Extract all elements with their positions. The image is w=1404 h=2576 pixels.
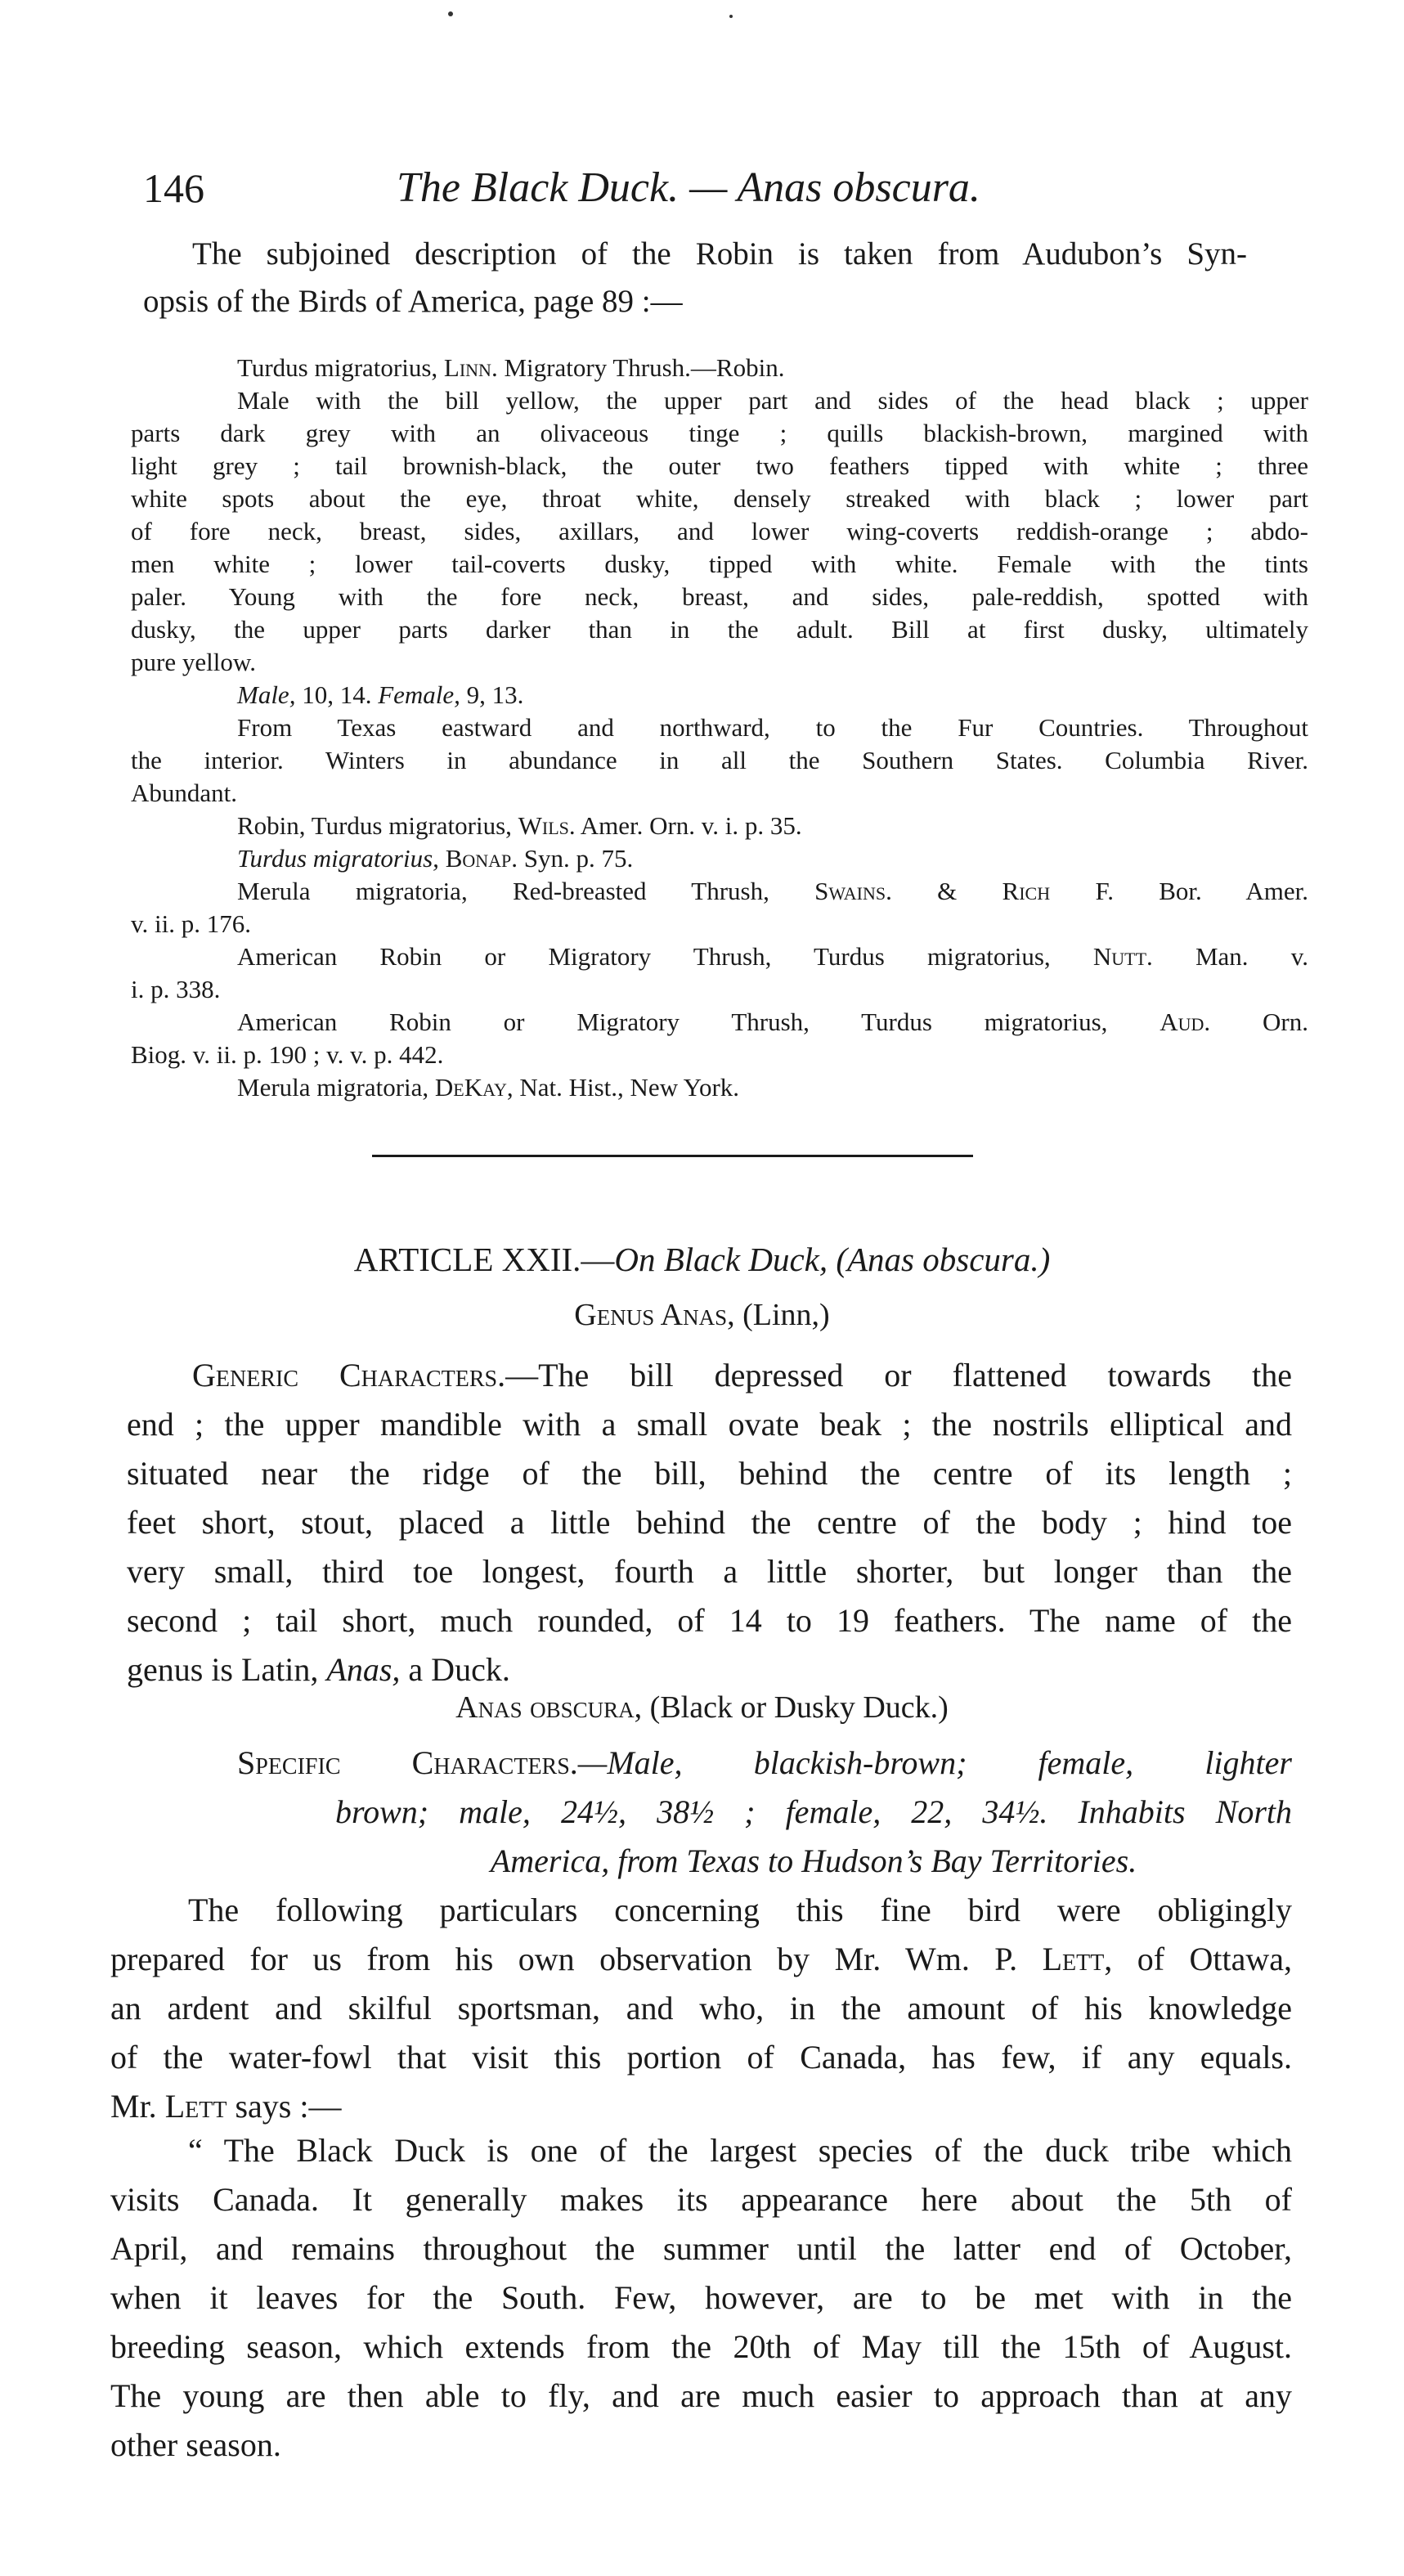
reference-author: Aud. xyxy=(1160,1008,1211,1036)
generic-characters-paragraph xyxy=(127,1351,1292,1694)
reference-line xyxy=(131,842,1308,875)
reference-author: Wils. xyxy=(518,811,576,840)
quote-line: “ The Black Duck is one of the largest species of the duck tribe which xyxy=(188,2132,1292,2169)
generic-line: second ; tail short, much rounded, of 14 to 19 feathers. The name of the xyxy=(127,1602,1292,1639)
scan-specks xyxy=(0,10,1404,26)
description-line: dusky, the upper parts darker than in the adult. Bill at first dusky, ultimately xyxy=(131,615,1308,644)
species-name: Anas obscura, xyxy=(455,1690,643,1725)
range-line: the interior. Winters in abundance in all the Southern States. Columbia River. xyxy=(131,746,1308,774)
genus-heading xyxy=(0,1292,1404,1338)
lett-text: of Ottawa, xyxy=(1137,1941,1293,1977)
description-line: white spots about the eye, throat white, densely streaked with black ; lower part xyxy=(131,484,1308,513)
lett-line: an ardent and skilful sportsman, and who, in the amount of his knowledge xyxy=(110,1990,1292,2026)
lett-text: Mr. xyxy=(110,2088,157,2125)
reference-line: i. p. 338. xyxy=(131,975,221,1003)
article-heading xyxy=(0,1236,1404,1282)
description-line: light grey ; tail brownish-black, the outer two feathers tipped with white ; three xyxy=(131,451,1308,480)
species-common-name: (Black or Dusky Duck.) xyxy=(649,1690,949,1725)
female-value: 9, 13. xyxy=(466,680,524,709)
lett-line xyxy=(110,1935,1292,1984)
reference-line: Biog. v. ii. p. 190 ; v. v. p. 442. xyxy=(131,1040,444,1069)
description-line: men white ; lower tail-coverts dusky, tipped with white. Female with the tints xyxy=(131,550,1308,578)
female-label: Female, xyxy=(378,680,460,709)
reference-line xyxy=(131,810,1308,842)
specific-characters-paragraph xyxy=(237,1739,1292,1886)
range-line: Abundant. xyxy=(131,779,238,807)
generic-characters-label: Generic Characters. xyxy=(192,1357,506,1393)
reference-line xyxy=(131,875,1308,908)
running-title: The Black Duck. — Anas obscura. xyxy=(397,164,980,211)
person-name: Lett, xyxy=(1042,1941,1113,1977)
reference-text: American Robin or Migratory Thrush, Turdus migratorius, xyxy=(237,1008,1108,1036)
specific-characters-label: Specific Characters. xyxy=(237,1744,578,1781)
generic-line: feet short, stout, placed a little behind the centre of the body ; hind toe xyxy=(127,1504,1292,1541)
specific-line: brown; male, 24½, 38½ ; female, 22, 34½. Inhabits North xyxy=(335,1793,1292,1830)
article-latin-name: (Anas obscura.) xyxy=(836,1241,1051,1278)
generic-line: very small, third toe longest, fourth a little shorter, but longer than the xyxy=(127,1553,1292,1590)
reference-text: Orn. xyxy=(1263,1008,1308,1036)
generic-text: a Duck. xyxy=(408,1651,510,1688)
reference-author: Bonap. xyxy=(445,844,518,873)
reference-text: Merula migratoria, Red-breasted Thrush, xyxy=(237,877,769,905)
range-line: From Texas eastward and northward, to the Fur Countries. Throughout xyxy=(237,713,1308,742)
species-name: Turdus migratorius, xyxy=(237,353,438,382)
reference-line xyxy=(131,1006,1308,1039)
scan-speck xyxy=(729,15,733,18)
reference-text: American Robin or Migratory Thrush, Turdus migratorius, xyxy=(237,942,1051,971)
genus-authority: (Linn,) xyxy=(742,1298,830,1332)
lett-text: says :— xyxy=(235,2088,342,2125)
description-line: pure yellow. xyxy=(131,648,256,676)
specific-line xyxy=(237,1739,1292,1788)
lett-line xyxy=(110,2082,1292,2131)
reference-line xyxy=(131,940,1308,973)
description-line: parts dark grey with an olivaceous tinge ; quills blackish-brown, margined with xyxy=(131,419,1308,447)
intro-line: The subjoined description of the Robin is taken from Audubon’s Syn- xyxy=(192,236,1247,272)
lett-paragraph xyxy=(110,1886,1292,2131)
specific-line: America, from Texas to Hudson’s Bay Territories. xyxy=(490,1842,1137,1879)
reference-text: Syn. p. 75. xyxy=(523,844,634,873)
generic-text: genus is Latin, xyxy=(127,1651,319,1688)
quote-line: when it leaves for the South. Few, however, are to be met with in the xyxy=(110,2279,1292,2316)
reference-text: Merula migratoria, xyxy=(237,1073,429,1102)
male-label: Male, xyxy=(237,680,296,709)
quote-paragraph xyxy=(110,2126,1292,2470)
section-divider-rule xyxy=(372,1155,973,1157)
person-name: Lett xyxy=(164,2088,227,2125)
reference-text: Turdus migratorius, xyxy=(237,844,439,873)
intro-line: opsis of the Birds of America, page 89 :— xyxy=(143,284,683,319)
generic-line: situated near the ridge of the bill, behind the centre of its length ; xyxy=(127,1455,1292,1492)
reference-text: Amer. Orn. v. i. p. 35. xyxy=(580,811,802,840)
generic-line: end ; the upper mandible with a small ovate beak ; the nostrils elliptical and xyxy=(127,1406,1292,1443)
intro-paragraph xyxy=(143,231,1247,325)
quote-line: visits Canada. It generally makes its appearance here about the 5th of xyxy=(110,2181,1292,2218)
reference-text: Man. v. xyxy=(1195,942,1309,971)
reference-line: v. ii. p. 176. xyxy=(131,909,251,938)
description-line: of fore neck, breast, sides, axillars, and lower wing-coverts reddish-orange ; abdo- xyxy=(131,517,1308,545)
description-line: Male with the bill yellow, the upper part and sides of the head black ; upper xyxy=(237,386,1308,415)
lett-line: The following particulars concerning this fine bird were obligingly xyxy=(188,1892,1292,1928)
quote-line: other season. xyxy=(110,2426,281,2463)
article-number: ARTICLE XXII.— xyxy=(353,1241,615,1278)
scan-speck xyxy=(448,11,453,16)
synopsis-block xyxy=(131,352,1308,1104)
quote-line: April, and remains throughout the summer until the latter end of October, xyxy=(110,2230,1292,2267)
lett-text: prepared for us from his own observation by Mr. Wm. P. xyxy=(110,1941,1018,1977)
genus-latin: Anas, xyxy=(326,1651,401,1688)
article-title: On Black Duck, xyxy=(614,1241,828,1278)
quote-line: The young are then able to fly, and are much easier to approach than at any xyxy=(110,2377,1292,2414)
author-abbrev: Linn. xyxy=(443,353,498,382)
species-heading xyxy=(0,1685,1404,1730)
lett-line: of the water-fowl that visit this portion of Canada, has few, if any equals. xyxy=(110,2039,1292,2076)
reference-author: Nutt. xyxy=(1092,942,1153,971)
synopsis-name-line xyxy=(131,352,1308,384)
running-head xyxy=(143,164,1083,221)
generic-text: —The bill depressed or flattened towards the xyxy=(505,1357,1292,1393)
reference-author: DeKay, xyxy=(434,1073,514,1102)
measurements-line xyxy=(131,679,1308,711)
quote-line: breeding season, which extends from the 20th of May till the 15th of August. xyxy=(110,2328,1292,2365)
male-value: 10, 14. xyxy=(302,680,372,709)
specific-text: —Male, blackish-brown; female, lighter xyxy=(577,1744,1292,1781)
description-line: paler. Young with the fore neck, breast, and sides, pale-reddish, spotted with xyxy=(131,582,1308,611)
reference-text: Robin, Turdus migratorius, xyxy=(237,811,512,840)
reference-line xyxy=(131,1071,1308,1104)
reference-text: Nat. Hist., New York. xyxy=(519,1073,740,1102)
genus-name: Genus Anas, xyxy=(574,1298,735,1332)
common-name: Migratory Thrush.—Robin. xyxy=(504,353,785,382)
generic-line xyxy=(127,1351,1292,1400)
reference-text: F. Bor. Amer. xyxy=(1095,877,1309,905)
page-number: 146 xyxy=(143,165,204,211)
reference-author: Swains. & Rich xyxy=(814,877,1051,905)
